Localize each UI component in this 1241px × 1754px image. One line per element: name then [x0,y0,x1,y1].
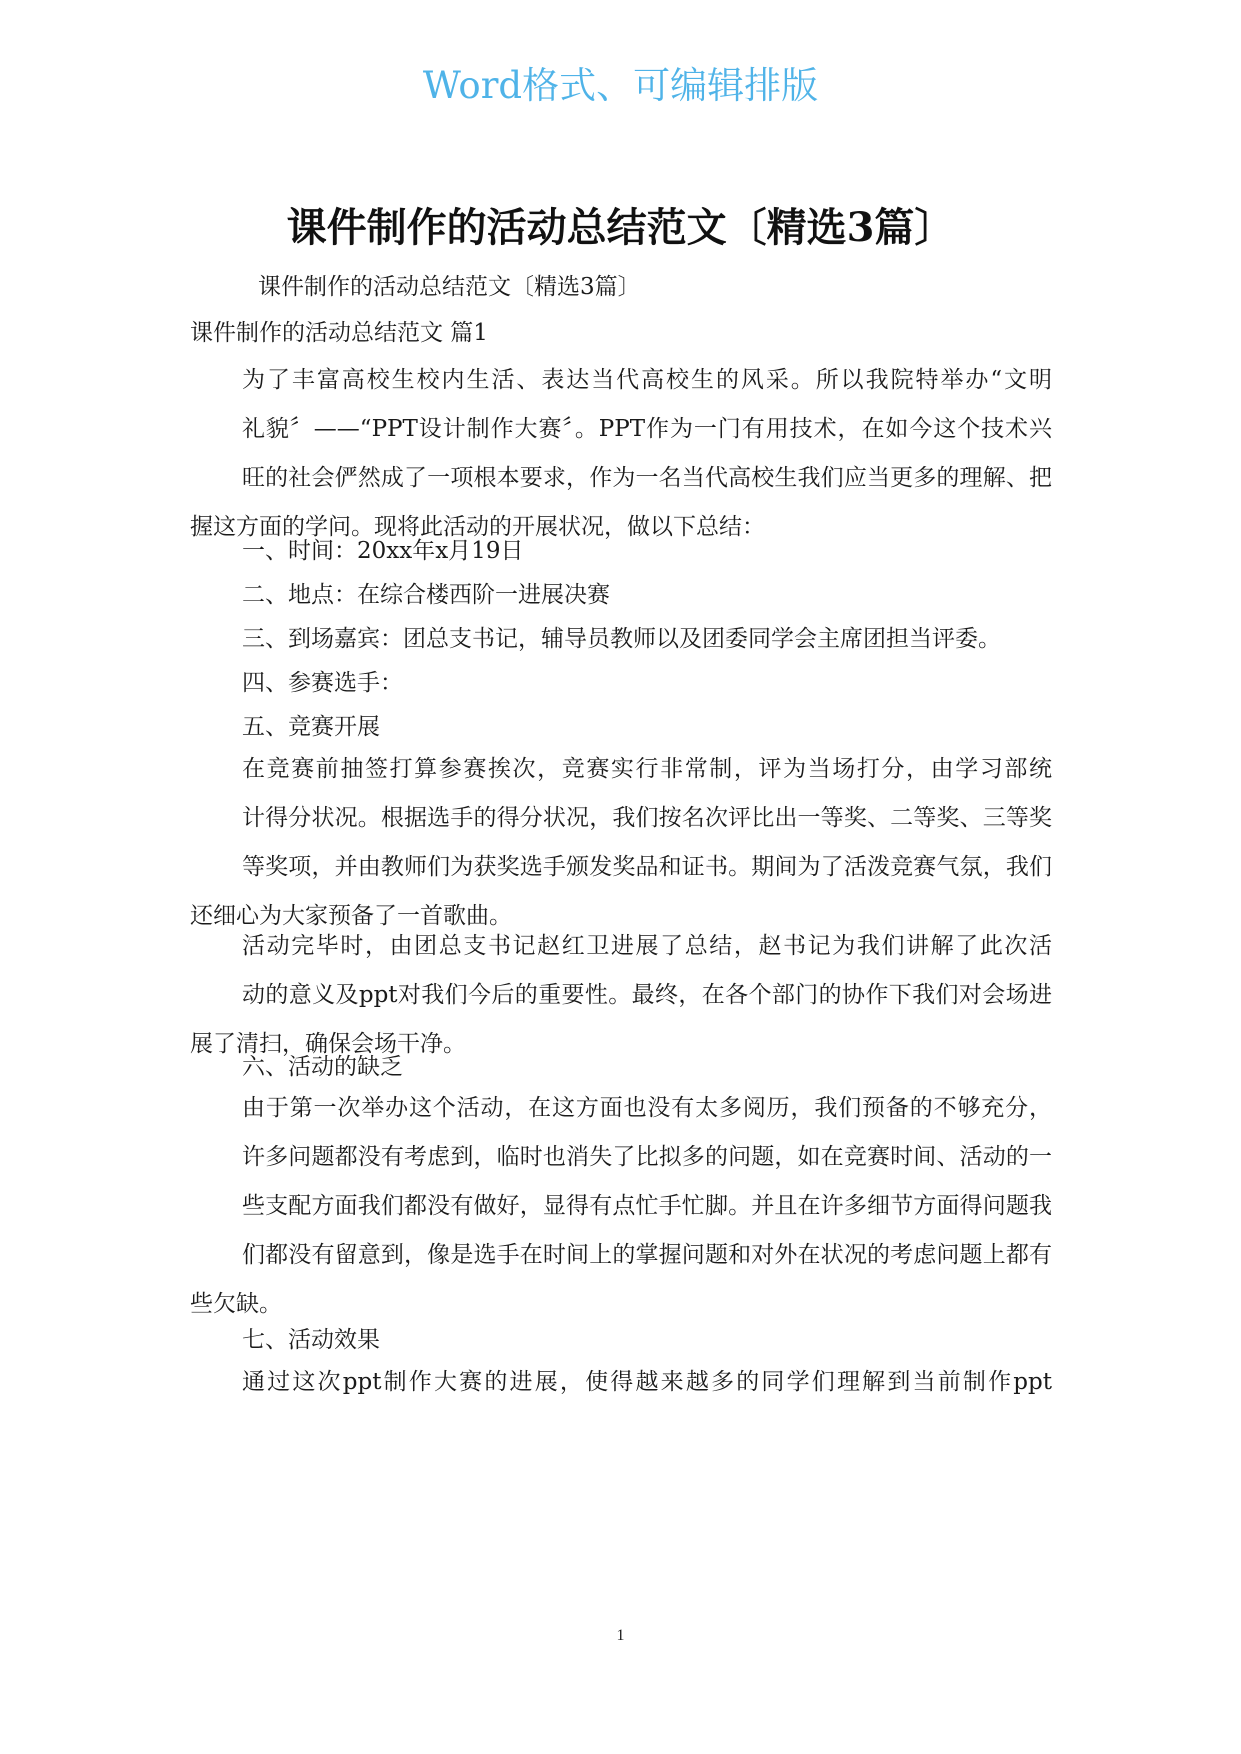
list-item-guests: 三、到场嘉宾：团总支书记，辅导员教师以及团委同学会主席团担当评委。 [242,626,1001,652]
document-subtitle: 课件制作的活动总结范文〔精选3篇〕 [258,274,641,300]
body-paragraph [190,922,1052,1069]
paragraph-line: 些支配方面我们都没有做好，显得有点忙手忙脚。并且在许多细节方面得问题我 [242,1193,1052,1219]
paragraph-line: 等奖项，并由教师们为获奖选手颁发奖品和证书。期间为了活泼竞赛气氛，我们 [242,854,1052,880]
word-format-banner: Word格式、可编辑排版 [422,64,819,107]
paragraph-line: 活动完毕时，由团总支书记赵红卫进展了总结，赵书记为我们讲解了此次活 [242,933,1052,959]
paragraph-line: 还细心为大家预备了一首歌曲。 [190,903,512,929]
paragraph-line: 在竞赛前抽签打算参赛挨次，竞赛实行非常制，评为当场打分，由学习部统 [242,756,1052,782]
paragraph-line: 许多问题都没有考虑到，临时也消失了比拟多的问题，如在竞赛时间、活动的一 [242,1144,1052,1170]
section-heading: 课件制作的活动总结范文 篇1 [190,320,488,346]
body-paragraph [190,1084,1052,1329]
list-item-time: 一、时间：20xx年x月19日 [242,538,524,564]
list-item-location: 二、地点：在综合楼西阶一进展决赛 [242,582,610,608]
paragraph-line: 为了丰富高校生校内生活、表达当代高校生的风采。所以我院特举办“文明 [242,367,1052,393]
document-title: 课件制作的活动总结范文〔精选3篇〕 [286,204,955,251]
body-paragraph [190,745,1052,941]
paragraph-line: 展了清扫，确保会场干净。 [190,1031,466,1057]
paragraph-line: 通过这次ppt制作大赛的进展，使得越来越多的同学们理解到当前制作ppt [242,1369,1052,1395]
body-paragraph [190,356,1052,552]
list-item-contestants: 四、参赛选手： [242,670,403,696]
paragraph-line: 计得分状况。根据选手的得分状况，我们按名次评比出一等奖、二等奖、三等奖 [242,805,1052,831]
body-paragraph [190,1358,1052,1407]
page-number: 1 [616,1627,625,1644]
list-item-shortcomings: 六、活动的缺乏 [242,1054,403,1080]
paragraph-line: 些欠缺。 [190,1291,282,1317]
paragraph-line: 礼貌〞——“PPT设计制作大赛〞。PPT作为一门有用技术，在如今这个技术兴 [242,416,1052,442]
list-item-competition: 五、竞赛开展 [242,714,380,740]
list-item-effects: 七、活动效果 [242,1327,380,1353]
paragraph-line: 旺的社会俨然成了一项根本要求，作为一名当代高校生我们应当更多的理解、把 [242,465,1052,491]
paragraph-line: 动的意义及ppt对我们今后的重要性。最终，在各个部门的协作下我们对会场进 [242,982,1052,1008]
paragraph-line: 由于第一次举办这个活动，在这方面也没有太多阅历，我们预备的不够充分， [242,1095,1052,1121]
paragraph-line: 们都没有留意到，像是选手在时间上的掌握问题和对外在状况的考虑问题上都有 [242,1242,1052,1268]
paragraph-line: 握这方面的学问。现将此活动的开展状况，做以下总结： [190,514,765,540]
